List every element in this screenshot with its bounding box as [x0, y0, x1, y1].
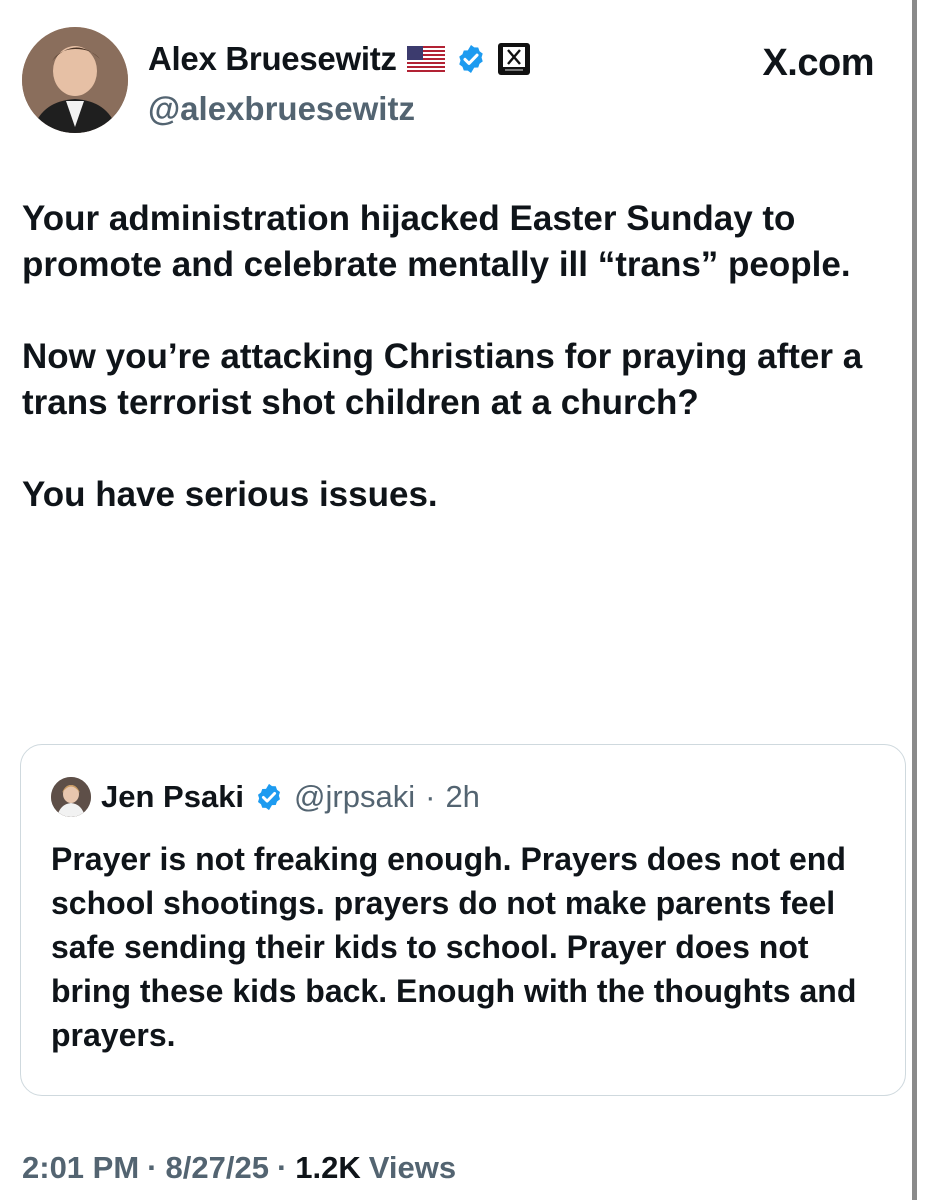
verified-badge-icon	[254, 782, 284, 812]
dot-separator: ·	[276, 1150, 288, 1185]
quoted-tweet-card[interactable]	[20, 744, 906, 1096]
views-count: 1.2K	[295, 1150, 361, 1185]
tweet-meta	[22, 1150, 456, 1186]
tweet-paragraph: You have serious issues.	[22, 475, 438, 514]
author-avatar[interactable]	[22, 27, 128, 133]
page-edge-rule	[912, 0, 917, 1200]
site-logo-text: X.com	[762, 42, 874, 84]
dot-separator: ·	[425, 779, 436, 814]
tweet-time[interactable]: 2:01 PM	[22, 1150, 140, 1185]
views-label: Views	[368, 1150, 457, 1185]
quoted-author-avatar[interactable]	[51, 777, 91, 817]
quoted-author-handle[interactable]: @jrpsaki	[294, 779, 416, 814]
us-flag-icon	[407, 46, 445, 72]
quoted-tweet-header	[51, 777, 480, 817]
tweet-paragraph: Your administration hijacked Easter Sunday to promote and celebrate mentally ill “trans” people.	[22, 199, 851, 284]
author-name-row	[148, 40, 531, 78]
tweet-header	[22, 22, 902, 142]
x-affiliation-badge-icon	[497, 42, 531, 76]
dot-separator: ·	[147, 1150, 158, 1185]
quoted-author-name[interactable]: Jen Psaki	[101, 779, 245, 814]
tweet-body	[22, 196, 902, 564]
tweet-paragraph: Now you’re attacking Christians for praying after a trans terrorist shot children at a church?	[22, 337, 863, 422]
quoted-tweet-text: Prayer is not freaking enough. Prayers does not end school shootings. prayers do not make parents feel safe sending their kids to school. Prayer does not bring these kids back. Enough with the thoughts and prayers.	[51, 841, 857, 1053]
verified-badge-icon	[455, 43, 487, 75]
tweet-date[interactable]: 8/27/25	[165, 1150, 269, 1185]
author-handle[interactable]: @alexbruesewitz	[148, 90, 415, 127]
author-display-name[interactable]: Alex Bruesewitz	[148, 40, 397, 77]
quoted-timestamp[interactable]: 2h	[445, 779, 480, 814]
